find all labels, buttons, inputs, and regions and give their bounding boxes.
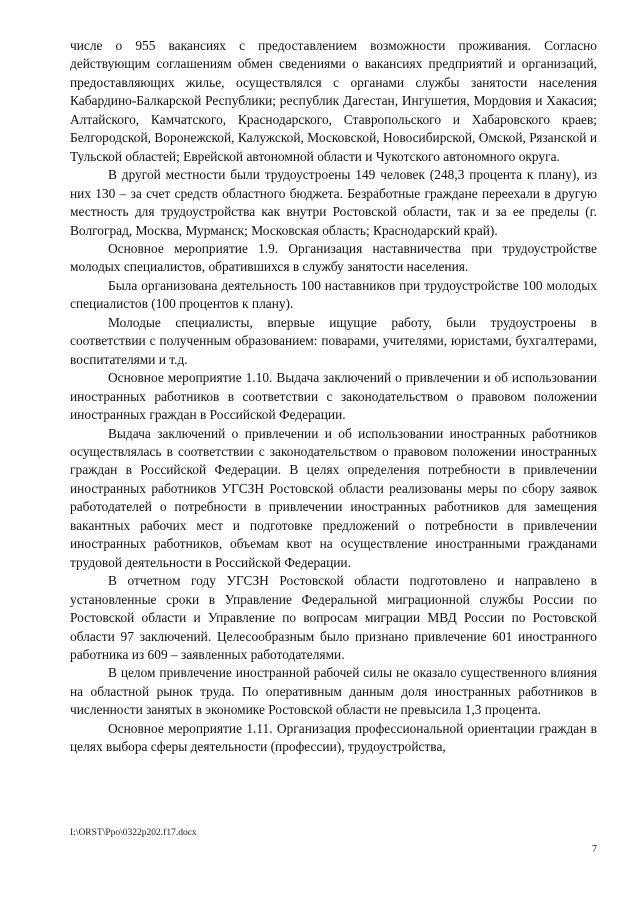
paragraph-measure-1-10: Основное мероприятие 1.10. Выдача заключений о привлечении и об использовании иностранных работников в соответствии с законодательством о правовом положении иностранных граждан в Российской Федерации. [70,370,597,423]
paragraph-labour-market-impact: В целом привлечение иностранной рабочей силы не оказало существенного влияния на областной рынок труда. По оперативным данным доля иностранных работников в численности занятых в экономике Ростовской области не превысила 1,3 процента. [70,665,597,718]
paragraph-measure-1-11: Основное мероприятие 1.11. Организация профессиональной ориентации граждан в целях выбора сферы деятельности (профессии), трудоустройства, [70,720,597,755]
paragraph-reporting-year: В отчетном году УГСЗН Ростовской области подготовлено и направлено в установленные сроки в Управление Федеральной миграционной службы России по Ростовской области и Управление по вопросам миграции МВД России по Ростовской области 97 заключений. Целесообразным было признано привлечение 601 иностранного работника из 609 – заявленных работодателями. [70,573,597,662]
paragraph-relocation: В другой местности были трудоустроены 149 человек (248,3 процента к плану), из них 130 – за счет средств областного бюджета. Безработные граждане переехали в другую местность для трудоустройства как внутри Ростовской области, так и за ее пределы (г. Волгоград, Москва, Мурманск; Московская область; Краснодарский край). [70,167,597,238]
paragraph-foreign-workers-conclusions: Выдача заключений о привлечении и об использовании иностранных работников осуществлялась в соответствии с законодательством о правовом положении иностранных граждан в Российской Федерации. В целях определения потребности в привлечении иностранных работников УГСЗН Ростовской области реализованы меры по сбору заявок работодателей о потребности в привлечении иностранных работников для замещения вакантных рабочих мест и подготовке предложений о потребности в привлечении иностранных работников, объемам квот на осуществление иностранными гражданами трудовой деятельности в Российской Федерации. [70,425,597,570]
paragraph-measure-1-9: Основное мероприятие 1.9. Организация наставничества при трудоустройстве молодых специалистов, обратившихся в службу занятости населения. [70,240,597,275]
document-body [70,37,597,757]
paragraph-mentors: Была организована деятельность 100 наставников при трудоустройстве 100 молодых специалистов (100 процентов к плану). [70,277,597,312]
paragraph-housing-vacancies: числе о 955 вакансиях с предоставлением возможности проживания. Согласно действующим соглашениям обмен сведениями о вакансиях предприятий и организаций, предоставляющих жилье, осуществлялся с органами службы занятости населения Кабардино-Балкарской Республики; республик Дагестан, Ингушетия, Мордовия и Хакасия; Алтайского, Камчатского, Краснодарского, Ставропольского и Хабаровского краев; Белгородской, Воронежской, Калужской, Московской, Новосибирской, Омской, Рязанской и Тульской областей; Еврейской автономной области и Чукотского автономного округа. [70,38,597,164]
page-number: 7 [592,844,597,855]
footer-file-path: I:\ORST\Ppo\0322p202.f17.docx [70,828,197,838]
paragraph-young-specialists: Молодые специалисты, впервые ищущие работу, были трудоустроены в соответствии с полученным образованием: поварами, учителями, юристами, бухгалтерами, воспитателями и т.д. [70,314,597,367]
